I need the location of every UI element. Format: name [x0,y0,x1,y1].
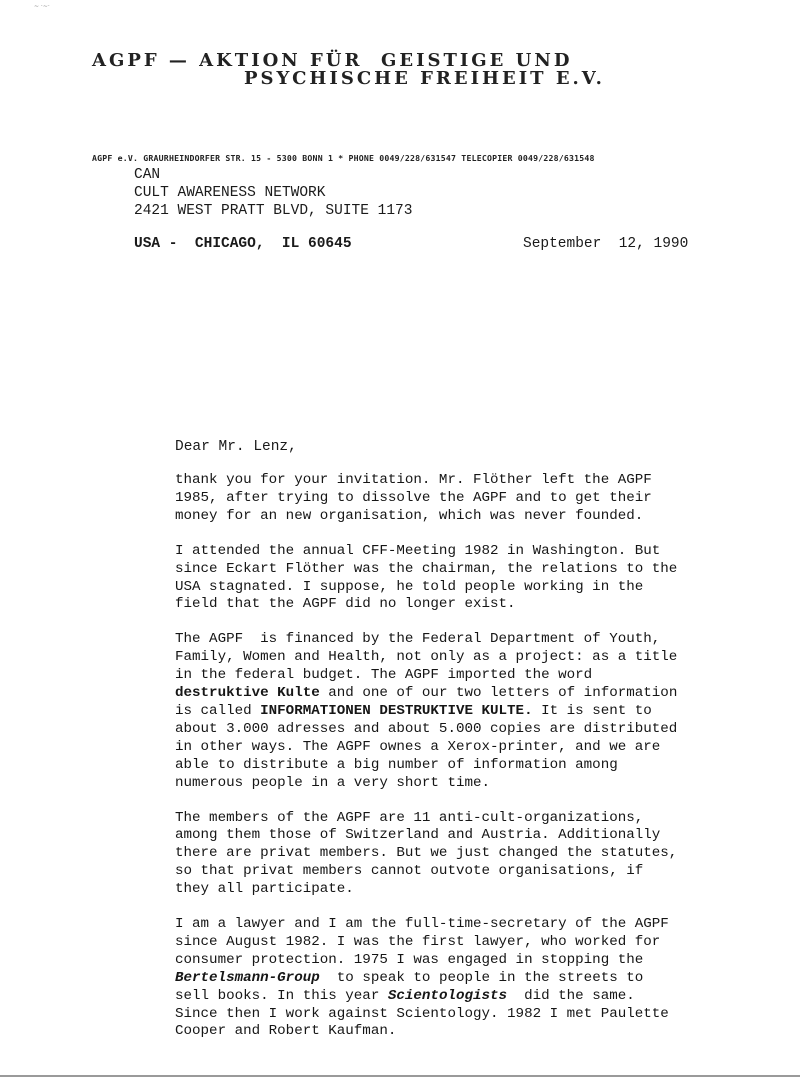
text-line: consumer protection. 1975 I was engaged in stopping the [175,951,644,968]
page-bottom-edge [0,1075,800,1077]
text-line: USA stagnated. I suppose, he told people working in the [175,578,644,595]
text-line: in other ways. The AGPF ownes a Xerox-printer, and we are [175,738,661,755]
text-line: Family, Women and Health, not only as a project: as a title [175,649,678,666]
text-line: there are privat members. But we just changed the statutes, [175,845,678,862]
text-line: field that the AGPF did no longer exist. [175,596,516,613]
letterhead-line-1: AGPF — AKTION FÜR GEISTIGE UND [92,50,573,71]
text-line: since Eckart Flöther was the chairman, the relations to the [175,560,678,577]
text-line: The members of the AGPF are 11 anti-cult-organizations, [175,809,644,826]
text-line: The AGPF is financed by the Federal Department of Youth, [175,631,661,648]
paragraph-1 [175,472,675,526]
letter-body [175,472,678,1058]
paragraph-2 [175,542,678,615]
text-fragment: sell books. In this year [175,987,388,1004]
salutation: Dear Mr. Lenz, [175,439,297,455]
recipient-line-2: CULT AWARENESS NETWORK [134,185,326,201]
text-line: able to distribute a big number of information among [175,756,618,773]
paragraph-5 [175,916,675,1041]
recipient-line-1: CAN [134,167,161,183]
text-fragment: and one of our two letters of information [319,685,678,702]
recipient-line-3: 2421 WEST PRATT BLVD, SUITE 1173 [134,203,413,219]
recipient-city: USA - CHICAGO, IL 60645 [134,236,352,252]
emphasis-term: destruktive Kulte [175,685,320,702]
emphasis-term: Scientologists [387,987,508,1004]
paragraph-3 [175,631,678,792]
text-line: money for an new organisation, which was never founded. [175,507,644,524]
scan-mark: ~ ·~· [34,3,50,10]
text-line: Cooper and Robert Kaufman. [175,1023,397,1040]
text-fragment: It is sent to [532,702,652,719]
text-fragment: did the same. [507,987,635,1004]
letter-date: September 12, 1990 [523,236,689,252]
text-line: Since then I work against Scientology. 1982 I met Paulette [175,1005,669,1022]
text-line: they all participate. [175,881,354,898]
letterhead-line-2: PSYCHISCHE FREIHEIT E.V. [244,68,605,89]
text-line: since August 1982. I was the first lawyer, who worked for [175,933,661,950]
letterhead-contact: AGPF e.V. GRAURHEINDORFER STR. 15 - 5300 BONN 1 * PHONE 0049/228/631547 TELECOPIER 0049/228/631548 [92,153,595,163]
publication-title: INFORMATIONEN DESTRUKTIVE KULTE. [260,702,533,719]
text-line: I am a lawyer and I am the full-time-secretary of the AGPF [175,916,669,933]
paragraph-4 [175,809,678,900]
company-name: Bertelsmann-Group [175,969,320,986]
text-line: in the federal budget. The AGPF imported the word [175,667,593,684]
text-line: among them those of Switzerland and Austria. Additionally [175,827,661,844]
text-line: so that privat members cannot outvote organisations, if [175,863,644,880]
text-fragment: to speak to people in the streets to [319,969,644,986]
text-line: numerous people in a very short time. [175,774,491,791]
text-line: thank you for your invitation. Mr. Flöther left the AGPF [175,472,652,488]
text-fragment: is called [175,702,261,719]
text-line: I attended the annual CFF-Meeting 1982 in Washington. But [175,542,661,559]
text-line: about 3.000 adresses and about 5.000 copies are distributed [175,720,678,737]
text-line: 1985, after trying to dissolve the AGPF and to get their [175,489,652,506]
